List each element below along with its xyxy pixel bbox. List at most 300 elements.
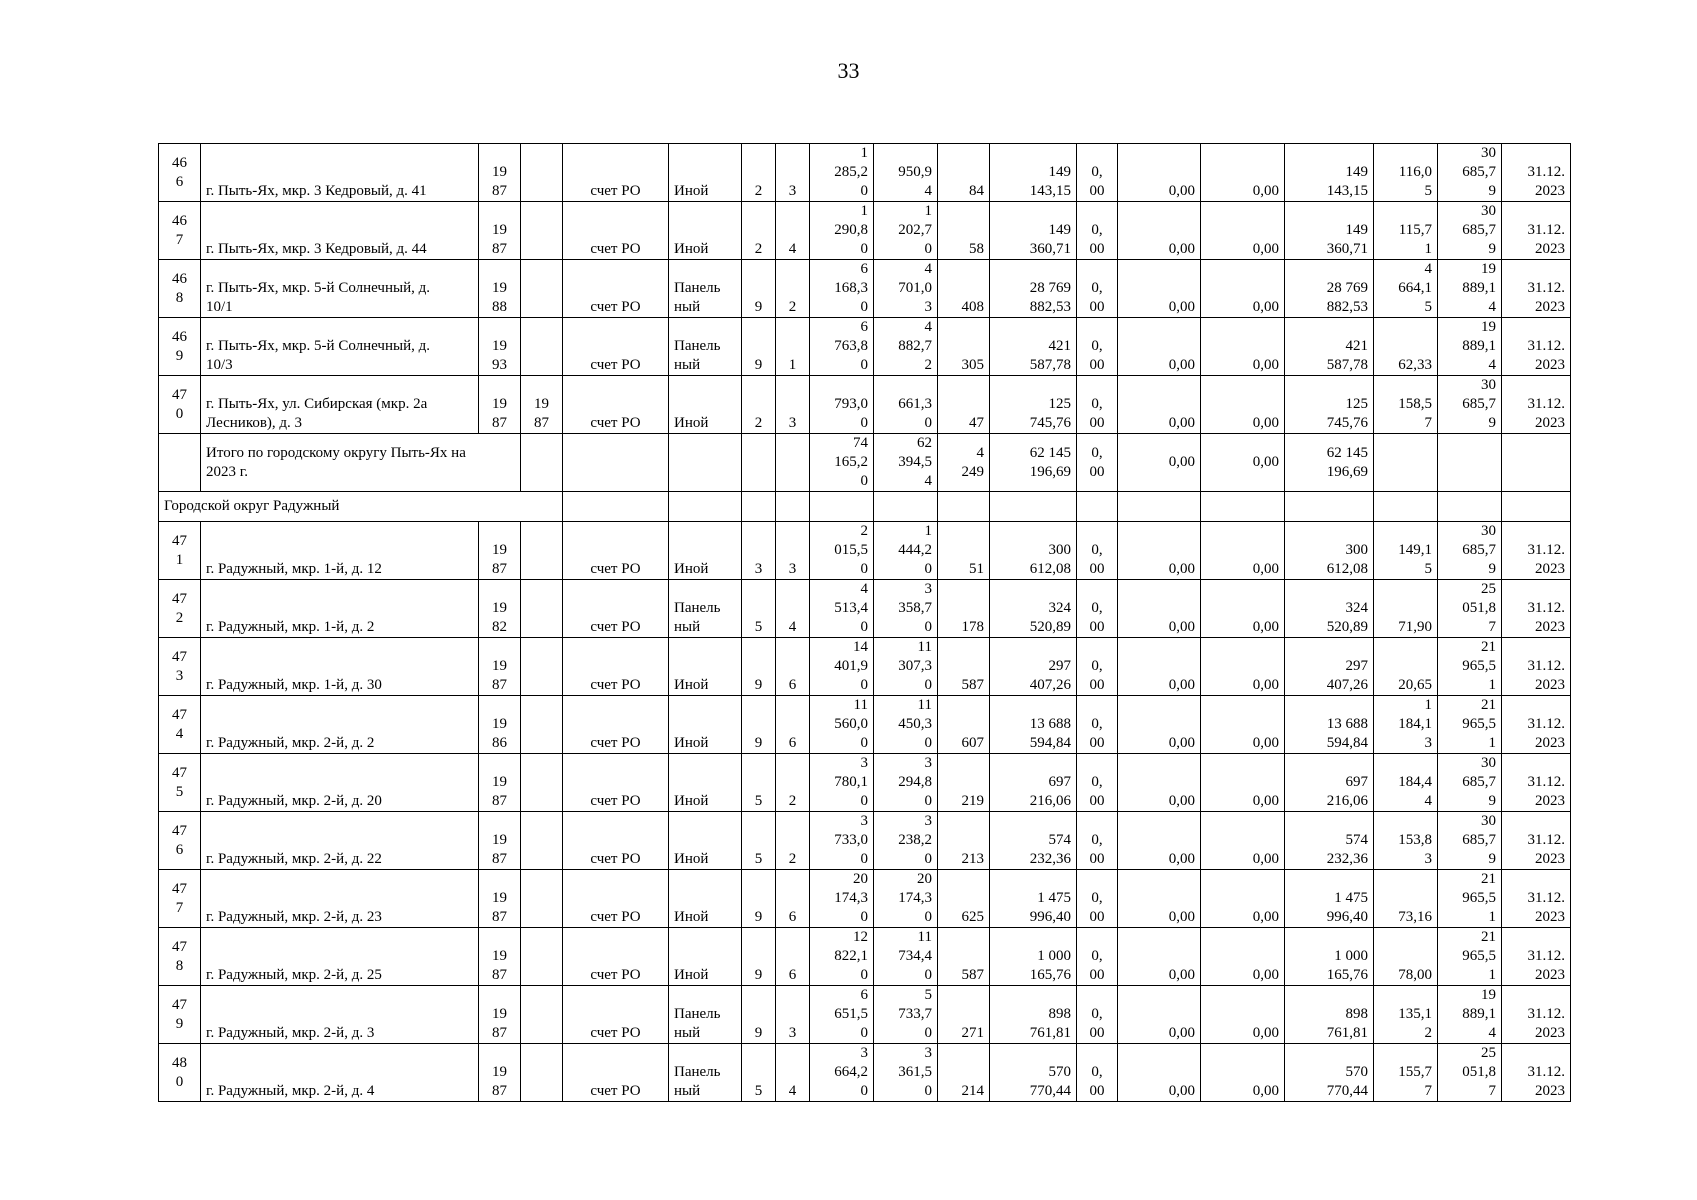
table-row <box>159 202 1571 260</box>
cell-year2 <box>521 638 563 696</box>
cell-residents: 587 <box>938 638 990 696</box>
cell-deadline: 31.12. 2023 <box>1502 1044 1571 1102</box>
cell-unit-cost: 116,0 5 <box>1374 144 1438 202</box>
cell-limit-cost: 19 889,1 4 <box>1438 260 1502 318</box>
cell-entrances: 6 <box>776 696 810 754</box>
cell-area-total: 793,0 0 <box>810 376 874 434</box>
empty-cell <box>810 492 874 522</box>
cell-cost-fund: 898 761,81 <box>1285 986 1374 1044</box>
cell-cost-total: 570 770,44 <box>990 1044 1077 1102</box>
cell-address: г. Радужный, мкр. 2-й, д. 3 <box>201 986 479 1044</box>
cell-year2 <box>521 986 563 1044</box>
cell-year: 19 87 <box>479 522 521 580</box>
total-residents: 4 249 <box>938 434 990 492</box>
cell-residents: 587 <box>938 928 990 986</box>
cell-entrances: 3 <box>776 986 810 1044</box>
cell-cost-fund: 300 612,08 <box>1285 522 1374 580</box>
cell-cost-fund: 1 475 996,40 <box>1285 870 1374 928</box>
cell-entrances: 2 <box>776 812 810 870</box>
cell-residents: 271 <box>938 986 990 1044</box>
cell-deadline: 31.12. 2023 <box>1502 202 1571 260</box>
cell-wall: Панель ный <box>669 580 742 638</box>
total-row <box>159 434 1571 492</box>
cell-c1: 0, 00 <box>1077 1044 1118 1102</box>
empty-cell <box>1502 434 1571 492</box>
cell-residents: 607 <box>938 696 990 754</box>
table-row <box>159 376 1571 434</box>
cell-cost-total: 697 216,06 <box>990 754 1077 812</box>
cell-c1: 0, 00 <box>1077 754 1118 812</box>
cell-year: 19 87 <box>479 638 521 696</box>
table-body <box>159 144 1571 1102</box>
cell-area-living: 4 882,7 2 <box>874 318 938 376</box>
cell-entrances: 3 <box>776 376 810 434</box>
cell-floors: 9 <box>742 928 776 986</box>
table-row <box>159 580 1571 638</box>
cell-year2 <box>521 812 563 870</box>
empty-cell <box>1285 492 1374 522</box>
cell-year: 19 87 <box>479 812 521 870</box>
cell-limit-cost: 25 051,8 7 <box>1438 580 1502 638</box>
empty-cell <box>159 434 201 492</box>
cell-cost-total: 574 232,36 <box>990 812 1077 870</box>
cell-c1: 0, 00 <box>1077 870 1118 928</box>
empty-cell <box>776 434 810 492</box>
cell-unit-cost: 155,7 7 <box>1374 1044 1438 1102</box>
cell-deadline: 31.12. 2023 <box>1502 260 1571 318</box>
cell-floors: 5 <box>742 754 776 812</box>
cell-num: 47 3 <box>159 638 201 696</box>
cell-area-total: 3 664,2 0 <box>810 1044 874 1102</box>
cell-fund: счет РО <box>563 522 669 580</box>
cell-wall: Иной <box>669 754 742 812</box>
cell-area-living: 11 734,4 0 <box>874 928 938 986</box>
empty-cell <box>1374 434 1438 492</box>
cell-deadline: 31.12. 2023 <box>1502 986 1571 1044</box>
cell-year2 <box>521 522 563 580</box>
empty-cell <box>563 492 669 522</box>
cell-limit-cost: 19 889,1 4 <box>1438 986 1502 1044</box>
table-row <box>159 928 1571 986</box>
empty-cell <box>1438 492 1502 522</box>
cell-limit-cost: 19 889,1 4 <box>1438 318 1502 376</box>
cell-deadline: 31.12. 2023 <box>1502 144 1571 202</box>
cell-fund: счет РО <box>563 928 669 986</box>
table-row <box>159 754 1571 812</box>
cell-c3: 0,00 <box>1201 260 1285 318</box>
cell-year2 <box>521 928 563 986</box>
cell-limit-cost: 30 685,7 9 <box>1438 754 1502 812</box>
cell-fund: счет РО <box>563 144 669 202</box>
cell-c2: 0,00 <box>1118 986 1201 1044</box>
cell-cost-total: 324 520,89 <box>990 580 1077 638</box>
cell-year2: 19 87 <box>521 376 563 434</box>
section-row <box>159 492 1571 522</box>
cell-address: г. Пыть-Ях, мкр. 3 Кедровый, д. 44 <box>201 202 479 260</box>
cell-c1: 0, 00 <box>1077 522 1118 580</box>
cell-entrances: 6 <box>776 638 810 696</box>
cell-wall: Иной <box>669 812 742 870</box>
cell-fund: счет РО <box>563 376 669 434</box>
cell-c3: 0,00 <box>1201 870 1285 928</box>
cell-c3: 0,00 <box>1201 318 1285 376</box>
cell-num: 47 5 <box>159 754 201 812</box>
cell-c2: 0,00 <box>1118 202 1201 260</box>
cell-area-living: 950,9 4 <box>874 144 938 202</box>
cell-unit-cost: 184,4 4 <box>1374 754 1438 812</box>
cell-area-living: 20 174,3 0 <box>874 870 938 928</box>
cell-c3: 0,00 <box>1201 754 1285 812</box>
cell-cost-fund: 574 232,36 <box>1285 812 1374 870</box>
cell-area-total: 1 290,8 0 <box>810 202 874 260</box>
cell-area-total: 6 763,8 0 <box>810 318 874 376</box>
cell-area-total: 1 285,2 0 <box>810 144 874 202</box>
cell-num: 47 8 <box>159 928 201 986</box>
cell-year: 19 87 <box>479 986 521 1044</box>
cell-cost-fund: 324 520,89 <box>1285 580 1374 638</box>
cell-area-living: 3 294,8 0 <box>874 754 938 812</box>
table-row <box>159 260 1571 318</box>
cell-area-living: 11 450,3 0 <box>874 696 938 754</box>
cell-c3: 0,00 <box>1201 696 1285 754</box>
cell-cost-total: 28 769 882,53 <box>990 260 1077 318</box>
cell-entrances: 6 <box>776 928 810 986</box>
table-row <box>159 1044 1571 1102</box>
cell-c3: 0,00 <box>1201 522 1285 580</box>
cell-area-total: 20 174,3 0 <box>810 870 874 928</box>
cell-fund: счет РО <box>563 260 669 318</box>
cell-floors: 2 <box>742 144 776 202</box>
total-label: Итого по городскому округу Пыть-Ях на 2023 г. <box>201 434 521 492</box>
cell-num: 47 6 <box>159 812 201 870</box>
cell-year: 19 88 <box>479 260 521 318</box>
cell-address: г. Пыть-Ях, мкр. 5-й Солнечный, д. 10/1 <box>201 260 479 318</box>
cell-limit-cost: 30 685,7 9 <box>1438 202 1502 260</box>
cell-c3: 0,00 <box>1201 376 1285 434</box>
cell-cost-total: 898 761,81 <box>990 986 1077 1044</box>
cell-area-total: 12 822,1 0 <box>810 928 874 986</box>
empty-cell <box>521 434 563 492</box>
cell-fund: счет РО <box>563 1044 669 1102</box>
total-c1: 0, 00 <box>1077 434 1118 492</box>
cell-floors: 9 <box>742 986 776 1044</box>
empty-cell <box>563 434 669 492</box>
cell-c1: 0, 00 <box>1077 318 1118 376</box>
cell-floors: 9 <box>742 318 776 376</box>
cell-unit-cost: 62,33 <box>1374 318 1438 376</box>
cell-c2: 0,00 <box>1118 812 1201 870</box>
cell-unit-cost: 4 664,1 5 <box>1374 260 1438 318</box>
cell-deadline: 31.12. 2023 <box>1502 928 1571 986</box>
cell-address: г. Пыть-Ях, ул. Сибирская (мкр. 2а Лесников), д. 3 <box>201 376 479 434</box>
cell-unit-cost: 149,1 5 <box>1374 522 1438 580</box>
cell-residents: 213 <box>938 812 990 870</box>
table-row <box>159 522 1571 580</box>
cell-year: 19 86 <box>479 696 521 754</box>
cell-floors: 9 <box>742 696 776 754</box>
cell-cost-total: 149 143,15 <box>990 144 1077 202</box>
cell-fund: счет РО <box>563 754 669 812</box>
cell-fund: счет РО <box>563 638 669 696</box>
cell-residents: 51 <box>938 522 990 580</box>
cell-c2: 0,00 <box>1118 522 1201 580</box>
cell-cost-fund: 149 360,71 <box>1285 202 1374 260</box>
cell-address: г. Радужный, мкр. 2-й, д. 23 <box>201 870 479 928</box>
cell-residents: 408 <box>938 260 990 318</box>
cell-address: г. Радужный, мкр. 1-й, д. 2 <box>201 580 479 638</box>
cell-limit-cost: 30 685,7 9 <box>1438 144 1502 202</box>
cell-deadline: 31.12. 2023 <box>1502 696 1571 754</box>
section-label: Городской округ Радужный <box>159 492 563 522</box>
cell-deadline: 31.12. 2023 <box>1502 870 1571 928</box>
cell-cost-fund: 125 745,76 <box>1285 376 1374 434</box>
cell-c1: 0, 00 <box>1077 580 1118 638</box>
cell-address: г. Радужный, мкр. 2-й, д. 22 <box>201 812 479 870</box>
cell-address: г. Пыть-Ях, мкр. 5-й Солнечный, д. 10/3 <box>201 318 479 376</box>
cell-cost-fund: 149 143,15 <box>1285 144 1374 202</box>
cell-c2: 0,00 <box>1118 1044 1201 1102</box>
cell-num: 46 7 <box>159 202 201 260</box>
cell-address: г. Радужный, мкр. 2-й, д. 25 <box>201 928 479 986</box>
cell-entrances: 4 <box>776 580 810 638</box>
empty-cell <box>1374 492 1438 522</box>
housing-register-table <box>158 143 1571 1102</box>
cell-entrances: 4 <box>776 202 810 260</box>
cell-wall: Панель ный <box>669 260 742 318</box>
cell-floors: 5 <box>742 812 776 870</box>
empty-cell <box>938 492 990 522</box>
cell-unit-cost: 135,1 2 <box>1374 986 1438 1044</box>
cell-residents: 214 <box>938 1044 990 1102</box>
cell-c1: 0, 00 <box>1077 696 1118 754</box>
cell-fund: счет РО <box>563 318 669 376</box>
cell-floors: 9 <box>742 870 776 928</box>
cell-fund: счет РО <box>563 696 669 754</box>
empty-cell <box>776 492 810 522</box>
cell-c1: 0, 00 <box>1077 986 1118 1044</box>
table-row <box>159 144 1571 202</box>
cell-num: 47 2 <box>159 580 201 638</box>
cell-c2: 0,00 <box>1118 754 1201 812</box>
cell-residents: 47 <box>938 376 990 434</box>
cell-num: 47 9 <box>159 986 201 1044</box>
empty-cell <box>669 492 742 522</box>
cell-address: г. Радужный, мкр. 1-й, д. 30 <box>201 638 479 696</box>
cell-c3: 0,00 <box>1201 638 1285 696</box>
cell-area-living: 1 444,2 0 <box>874 522 938 580</box>
cell-num: 46 8 <box>159 260 201 318</box>
cell-c3: 0,00 <box>1201 144 1285 202</box>
empty-cell <box>1077 492 1118 522</box>
cell-cost-total: 1 475 996,40 <box>990 870 1077 928</box>
cell-c3: 0,00 <box>1201 1044 1285 1102</box>
cell-c2: 0,00 <box>1118 260 1201 318</box>
cell-num: 48 0 <box>159 1044 201 1102</box>
cell-c1: 0, 00 <box>1077 144 1118 202</box>
cell-c3: 0,00 <box>1201 202 1285 260</box>
cell-c1: 0, 00 <box>1077 638 1118 696</box>
cell-wall: Иной <box>669 144 742 202</box>
cell-year: 19 87 <box>479 754 521 812</box>
cell-area-total: 6 168,3 0 <box>810 260 874 318</box>
table-row <box>159 986 1571 1044</box>
cell-year2 <box>521 202 563 260</box>
cell-address: г. Радужный, мкр. 1-й, д. 12 <box>201 522 479 580</box>
cell-area-total: 3 733,0 0 <box>810 812 874 870</box>
cell-area-total: 3 780,1 0 <box>810 754 874 812</box>
cell-year: 19 87 <box>479 144 521 202</box>
empty-cell <box>874 492 938 522</box>
cell-residents: 84 <box>938 144 990 202</box>
table-row <box>159 812 1571 870</box>
cell-cost-fund: 570 770,44 <box>1285 1044 1374 1102</box>
total-area-living: 62 394,5 4 <box>874 434 938 492</box>
cell-area-living: 1 202,7 0 <box>874 202 938 260</box>
cell-residents: 178 <box>938 580 990 638</box>
cell-area-living: 3 358,7 0 <box>874 580 938 638</box>
cell-unit-cost: 153,8 3 <box>1374 812 1438 870</box>
cell-year2 <box>521 318 563 376</box>
cell-c1: 0, 00 <box>1077 260 1118 318</box>
cell-wall: Панель ный <box>669 318 742 376</box>
cell-c3: 0,00 <box>1201 580 1285 638</box>
cell-cost-total: 1 000 165,76 <box>990 928 1077 986</box>
cell-fund: счет РО <box>563 202 669 260</box>
cell-floors: 9 <box>742 638 776 696</box>
cell-area-total: 11 560,0 0 <box>810 696 874 754</box>
cell-cost-total: 297 407,26 <box>990 638 1077 696</box>
cell-c2: 0,00 <box>1118 696 1201 754</box>
total-area-total: 74 165,2 0 <box>810 434 874 492</box>
cell-cost-total: 13 688 594,84 <box>990 696 1077 754</box>
cell-num: 47 4 <box>159 696 201 754</box>
cell-cost-total: 125 745,76 <box>990 376 1077 434</box>
cell-wall: Иной <box>669 638 742 696</box>
cell-deadline: 31.12. 2023 <box>1502 754 1571 812</box>
cell-limit-cost: 21 965,5 1 <box>1438 928 1502 986</box>
cell-deadline: 31.12. 2023 <box>1502 522 1571 580</box>
cell-fund: счет РО <box>563 986 669 1044</box>
cell-deadline: 31.12. 2023 <box>1502 580 1571 638</box>
cell-limit-cost: 25 051,8 7 <box>1438 1044 1502 1102</box>
cell-num: 47 1 <box>159 522 201 580</box>
cell-year2 <box>521 260 563 318</box>
cell-area-total: 4 513,4 0 <box>810 580 874 638</box>
cell-area-living: 3 238,2 0 <box>874 812 938 870</box>
cell-unit-cost: 73,16 <box>1374 870 1438 928</box>
cell-wall: Иной <box>669 928 742 986</box>
cell-c1: 0, 00 <box>1077 928 1118 986</box>
cell-area-total: 6 651,5 0 <box>810 986 874 1044</box>
cell-deadline: 31.12. 2023 <box>1502 376 1571 434</box>
table-row <box>159 638 1571 696</box>
cell-area-living: 5 733,7 0 <box>874 986 938 1044</box>
page-number: 33 <box>837 58 860 83</box>
cell-limit-cost: 30 685,7 9 <box>1438 522 1502 580</box>
cell-wall: Панель ный <box>669 1044 742 1102</box>
cell-c3: 0,00 <box>1201 986 1285 1044</box>
cell-area-total: 14 401,9 0 <box>810 638 874 696</box>
total-c2: 0,00 <box>1118 434 1201 492</box>
cell-cost-fund: 697 216,06 <box>1285 754 1374 812</box>
cell-floors: 9 <box>742 260 776 318</box>
cell-c3: 0,00 <box>1201 812 1285 870</box>
cell-year2 <box>521 1044 563 1102</box>
empty-cell <box>742 434 776 492</box>
cell-fund: счет РО <box>563 580 669 638</box>
cell-c2: 0,00 <box>1118 376 1201 434</box>
cell-c2: 0,00 <box>1118 580 1201 638</box>
total-c3: 0,00 <box>1201 434 1285 492</box>
cell-area-living: 4 701,0 3 <box>874 260 938 318</box>
cell-area-total: 2 015,5 0 <box>810 522 874 580</box>
cell-num: 46 6 <box>159 144 201 202</box>
cell-wall: Иной <box>669 696 742 754</box>
cell-c2: 0,00 <box>1118 870 1201 928</box>
cell-cost-total: 300 612,08 <box>990 522 1077 580</box>
cell-area-living: 11 307,3 0 <box>874 638 938 696</box>
cell-limit-cost: 21 965,5 1 <box>1438 870 1502 928</box>
cell-entrances: 4 <box>776 1044 810 1102</box>
cell-cost-total: 149 360,71 <box>990 202 1077 260</box>
cell-wall: Панель ный <box>669 986 742 1044</box>
cell-wall: Иной <box>669 870 742 928</box>
cell-year2 <box>521 754 563 812</box>
empty-cell <box>990 492 1077 522</box>
cell-deadline: 31.12. 2023 <box>1502 318 1571 376</box>
cell-unit-cost: 20,65 <box>1374 638 1438 696</box>
cell-entrances: 3 <box>776 144 810 202</box>
cell-year: 19 82 <box>479 580 521 638</box>
total-cost-fund: 62 145 196,69 <box>1285 434 1374 492</box>
table-row <box>159 318 1571 376</box>
cell-entrances: 2 <box>776 260 810 318</box>
cell-year2 <box>521 144 563 202</box>
cell-wall: Иной <box>669 202 742 260</box>
table-row <box>159 696 1571 754</box>
cell-fund: счет РО <box>563 870 669 928</box>
cell-c1: 0, 00 <box>1077 202 1118 260</box>
cell-entrances: 1 <box>776 318 810 376</box>
empty-cell <box>1502 492 1571 522</box>
cell-limit-cost: 30 685,7 9 <box>1438 812 1502 870</box>
cell-fund: счет РО <box>563 812 669 870</box>
cell-unit-cost: 158,5 7 <box>1374 376 1438 434</box>
cell-c1: 0, 00 <box>1077 376 1118 434</box>
cell-limit-cost: 21 965,5 1 <box>1438 638 1502 696</box>
cell-num: 47 0 <box>159 376 201 434</box>
cell-floors: 2 <box>742 202 776 260</box>
cell-year: 19 87 <box>479 202 521 260</box>
cell-area-living: 661,3 0 <box>874 376 938 434</box>
cell-unit-cost: 78,00 <box>1374 928 1438 986</box>
cell-entrances: 2 <box>776 754 810 812</box>
cell-c2: 0,00 <box>1118 928 1201 986</box>
cell-entrances: 3 <box>776 522 810 580</box>
cell-residents: 58 <box>938 202 990 260</box>
cell-cost-fund: 28 769 882,53 <box>1285 260 1374 318</box>
cell-deadline: 31.12. 2023 <box>1502 812 1571 870</box>
cell-c2: 0,00 <box>1118 318 1201 376</box>
cell-year: 19 93 <box>479 318 521 376</box>
empty-cell <box>742 492 776 522</box>
cell-area-living: 3 361,5 0 <box>874 1044 938 1102</box>
cell-year2 <box>521 580 563 638</box>
cell-deadline: 31.12. 2023 <box>1502 638 1571 696</box>
total-cost-total: 62 145 196,69 <box>990 434 1077 492</box>
cell-address: г. Радужный, мкр. 2-й, д. 2 <box>201 696 479 754</box>
cell-year2 <box>521 870 563 928</box>
